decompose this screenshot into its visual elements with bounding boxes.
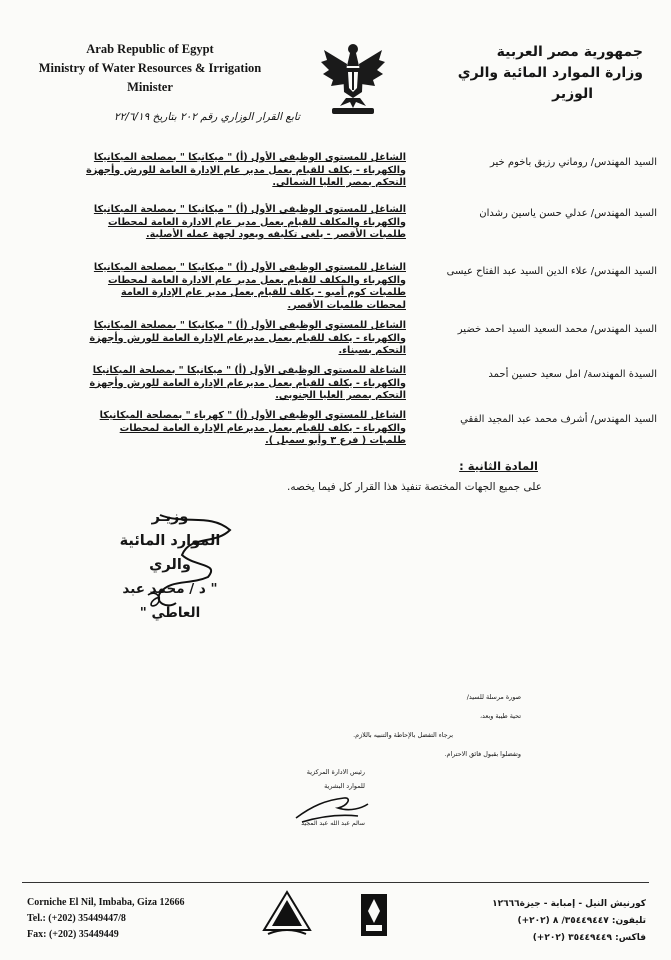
minister-name: " د / محمد عبد العاطي " bbox=[122, 581, 218, 621]
footer-address-arabic bbox=[436, 896, 646, 947]
copy-note-line: تحية طيبة وبعد، bbox=[479, 712, 521, 720]
footer-address-ar: كورنيش النيل - إمبابة - جيزة١٢٦٦٦ bbox=[492, 899, 646, 909]
decree-reference: تابع القرار الوزاري رقم ٢٠٢ بتاريخ ٢٢/٦/١٩ bbox=[113, 111, 300, 123]
ministry-line-ar: وزارة الموارد المائية والري bbox=[457, 65, 643, 81]
minister-line: Minister bbox=[127, 80, 173, 94]
ministry-line: Ministry of Water Resources & Irrigation bbox=[38, 61, 262, 75]
copy-note-line: صورة مرسلة للسيد/ bbox=[466, 693, 521, 701]
copy-note-line: وتفضلوا بقبول فائق الاحترام. bbox=[444, 750, 521, 758]
hr-head-line: رئيس الادارة المركزية bbox=[306, 768, 365, 776]
entry-name: السيد المهندس/ روماني رزيق باخوم خير bbox=[489, 157, 657, 168]
pyramid-logo-icon bbox=[262, 890, 312, 938]
entry-description: الشاغل للمستوى الوظيفي الأول (أ) " ميكانيكا " بمصلحة الميكانيكا والكهرباء والمكلف للقيام بعمل مدير عام الادارة العامة لمحطات طلمبات كوم أمبو - يكلف للقيام بعمل مدير عام الإدارة العامة لمحطات طلمبات الأقصر. bbox=[93, 262, 406, 311]
ministry-logo-icon bbox=[360, 893, 388, 937]
entry-description: الشاغلة للمستوى الوظيفي الأول (أ) " ميكانيكا " بمصلحة الميكانيكا والكهرباء - يكلف للقيام بعمل مديرعام الإدارة العامة للورش وأجهزة التحكم بمصر العليا الجنوبي. bbox=[89, 365, 406, 401]
country-line-ar: جمهورية مصر العربية bbox=[496, 44, 643, 60]
hr-signatory-name: سالم عبد الله عبد المجيد bbox=[301, 820, 365, 827]
letterhead-arabic bbox=[413, 42, 643, 105]
footer-fax: Fax: (+202) 35449449 bbox=[27, 929, 119, 940]
copy-note-line: برجاء التفضل بالإحاطة والتنبيه باللازم. bbox=[353, 731, 453, 739]
entry-description: الشاغل للمستوى الوظيفي الأول (أ) " ميكانيكا " بمصلحة الميكانيكا والكهرباء - يكلف للقيام بعمل مديرعام الإدارة العامة للورش وأجهزة التحكم بسيناء. bbox=[89, 320, 406, 356]
copy-note bbox=[281, 688, 521, 764]
signature-ministry: الموارد المائية والري bbox=[119, 533, 221, 573]
footer-fax-ar: فاكس: ٣٥٤٤٩٤٤٩ (٢٠٢+) bbox=[532, 933, 646, 943]
entry-name: السيدة المهندسة/ امل سعيد حسين أحمد bbox=[488, 369, 657, 380]
letterhead-english bbox=[0, 40, 300, 97]
footer-divider bbox=[22, 882, 649, 883]
footer-address-english bbox=[27, 895, 185, 943]
entry-name: السيد المهندس/ محمد السعيد السيد احمد خضير bbox=[457, 324, 657, 335]
entry-name: السيد المهندس/ علاء الدين السيد عبد الفتاح عيسى bbox=[446, 266, 657, 277]
entry-description: الشاغل للمستوى الوظيفي الأول (أ) " ميكانيكا " بمصلحة الميكانيكا والكهرباء والمكلف للقيام بعمل مدير عام الادارة العامة لمحطات طلمبات الأقصر - يلغى تكليفه ويعود لجهة عمله الأصلية. bbox=[93, 204, 406, 240]
handwritten-signature-icon bbox=[90, 505, 260, 615]
signature-title: وزيـر bbox=[151, 509, 189, 525]
entry-description: الشاغل للمستوى الوظيفي الأول (أ) " ميكانيكا " بمصلحة الميكانيكا والكهرباء - يكلف للقيام بعمل مدير عام الإدارة العامة للورش وأجهزة التحكم بمصر العليا الشمالي. bbox=[86, 152, 406, 188]
entry-name: السيد المهندس/ عدلي حسن ياسين رشدان bbox=[479, 208, 657, 219]
footer-tel: Tel.: (+202) 35449447/8 bbox=[27, 913, 126, 924]
eagle-emblem-icon bbox=[318, 40, 388, 120]
footer-address: Corniche El Nil, Imbaba, Giza 12666 bbox=[27, 897, 185, 908]
footer-tel-ar: تليفون: ٣٥٤٤٩٤٤٧/ ٨ (٢٠٢+) bbox=[517, 916, 646, 926]
minister-line-ar: الوزير bbox=[552, 86, 593, 102]
entry-name: السيد المهندس/ أشرف محمد عبد المجيد الفقي bbox=[460, 414, 657, 425]
country-line: Arab Republic of Egypt bbox=[86, 42, 214, 56]
article-two-body: على جميع الجهات المختصة تنفيذ هذا القرار كل فيما يخصه. bbox=[287, 481, 542, 493]
hr-head-line: للموارد البشرية bbox=[324, 782, 365, 790]
article-two-heading: المادة الثانية : bbox=[459, 459, 538, 473]
entry-description: الشاغل للمستوى الوظيفي الأول (أ) " كهرباء " بمصلحة الميكانيكا والكهرباء - يكلف للقيام بعمل مديرعام الإدارة العامة لمحطات طلمبات ( فرع ٣ وأبو سمبل ). bbox=[99, 410, 406, 446]
